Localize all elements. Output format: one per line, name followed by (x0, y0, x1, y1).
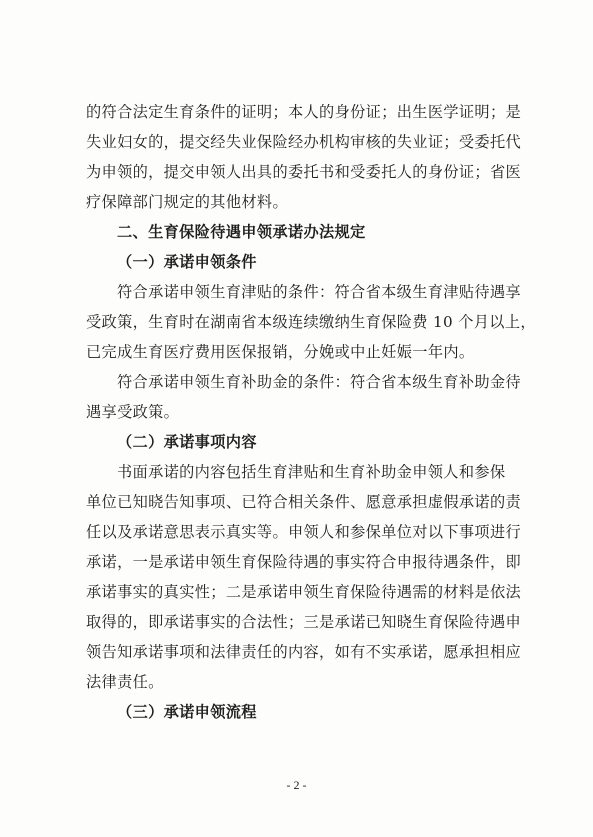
paragraph-line: 符合承诺申领生育补助金的条件：符合省本级生育补助金待 (117, 373, 521, 391)
paragraph-line: 法律责任。 (86, 673, 164, 691)
subsection-heading: （一）承诺申领条件 (117, 253, 257, 271)
document-body (86, 97, 536, 727)
paragraph-line: 取得的，即承诺事实的合法性；三是承诺已知晓生育保险待遇申 (86, 613, 522, 631)
paragraph-line: 的符合法定生育条件的证明；本人的身份证；出生医学证明；是 (86, 103, 522, 121)
paragraph-line: 书面承诺的内容包括生育津贴和生育补助金申领人和参保 (117, 463, 506, 481)
subsection-heading: （三）承诺申领流程 (117, 703, 257, 721)
page-number: - 2 - (286, 778, 307, 792)
paragraph-line: 受政策，生育时在湖南省本级连续缴纳生育保险费 10 个月以上， (86, 313, 536, 331)
paragraph-line: 领告知承诺事项和法律责任的内容，如有不实承诺，愿承担相应 (86, 643, 522, 661)
paragraph-line: 已完成生育医疗费用医保报销，分娩或中止妊娠一年内。 (86, 343, 475, 361)
subsection-heading: （二）承诺事项内容 (117, 433, 257, 451)
paragraph-line: 承诺事实的真实性；二是承诺申领生育保险待遇需的材料是依法 (86, 583, 522, 601)
paragraph-line: 失业妇女的，提交经失业保险经办机构审核的失业证；受委托代 (86, 133, 522, 151)
paragraph-line: 遇享受政策。 (86, 403, 180, 421)
paragraph-line: 符合承诺申领生育津贴的条件：符合省本级生育津贴待遇享 (117, 283, 521, 301)
section-heading: 二、生育保险待遇申领承诺办法规定 (117, 223, 366, 241)
paragraph-line: 单位已知晓告知事项、已符合相关条件、愿意承担虚假承诺的责 (86, 493, 522, 511)
paragraph-line: 任以及承诺意思表示真实等。申领人和参保单位对以下事项进行 (86, 523, 522, 541)
paragraph-line: 为申领的，提交申领人出具的委托书和受委托人的身份证；省医 (86, 163, 522, 181)
paragraph-line: 疗保障部门规定的其他材料。 (86, 193, 288, 211)
paragraph-line: 承诺，一是承诺申领生育保险待遇的事实符合申报待遇条件，即 (86, 553, 522, 571)
